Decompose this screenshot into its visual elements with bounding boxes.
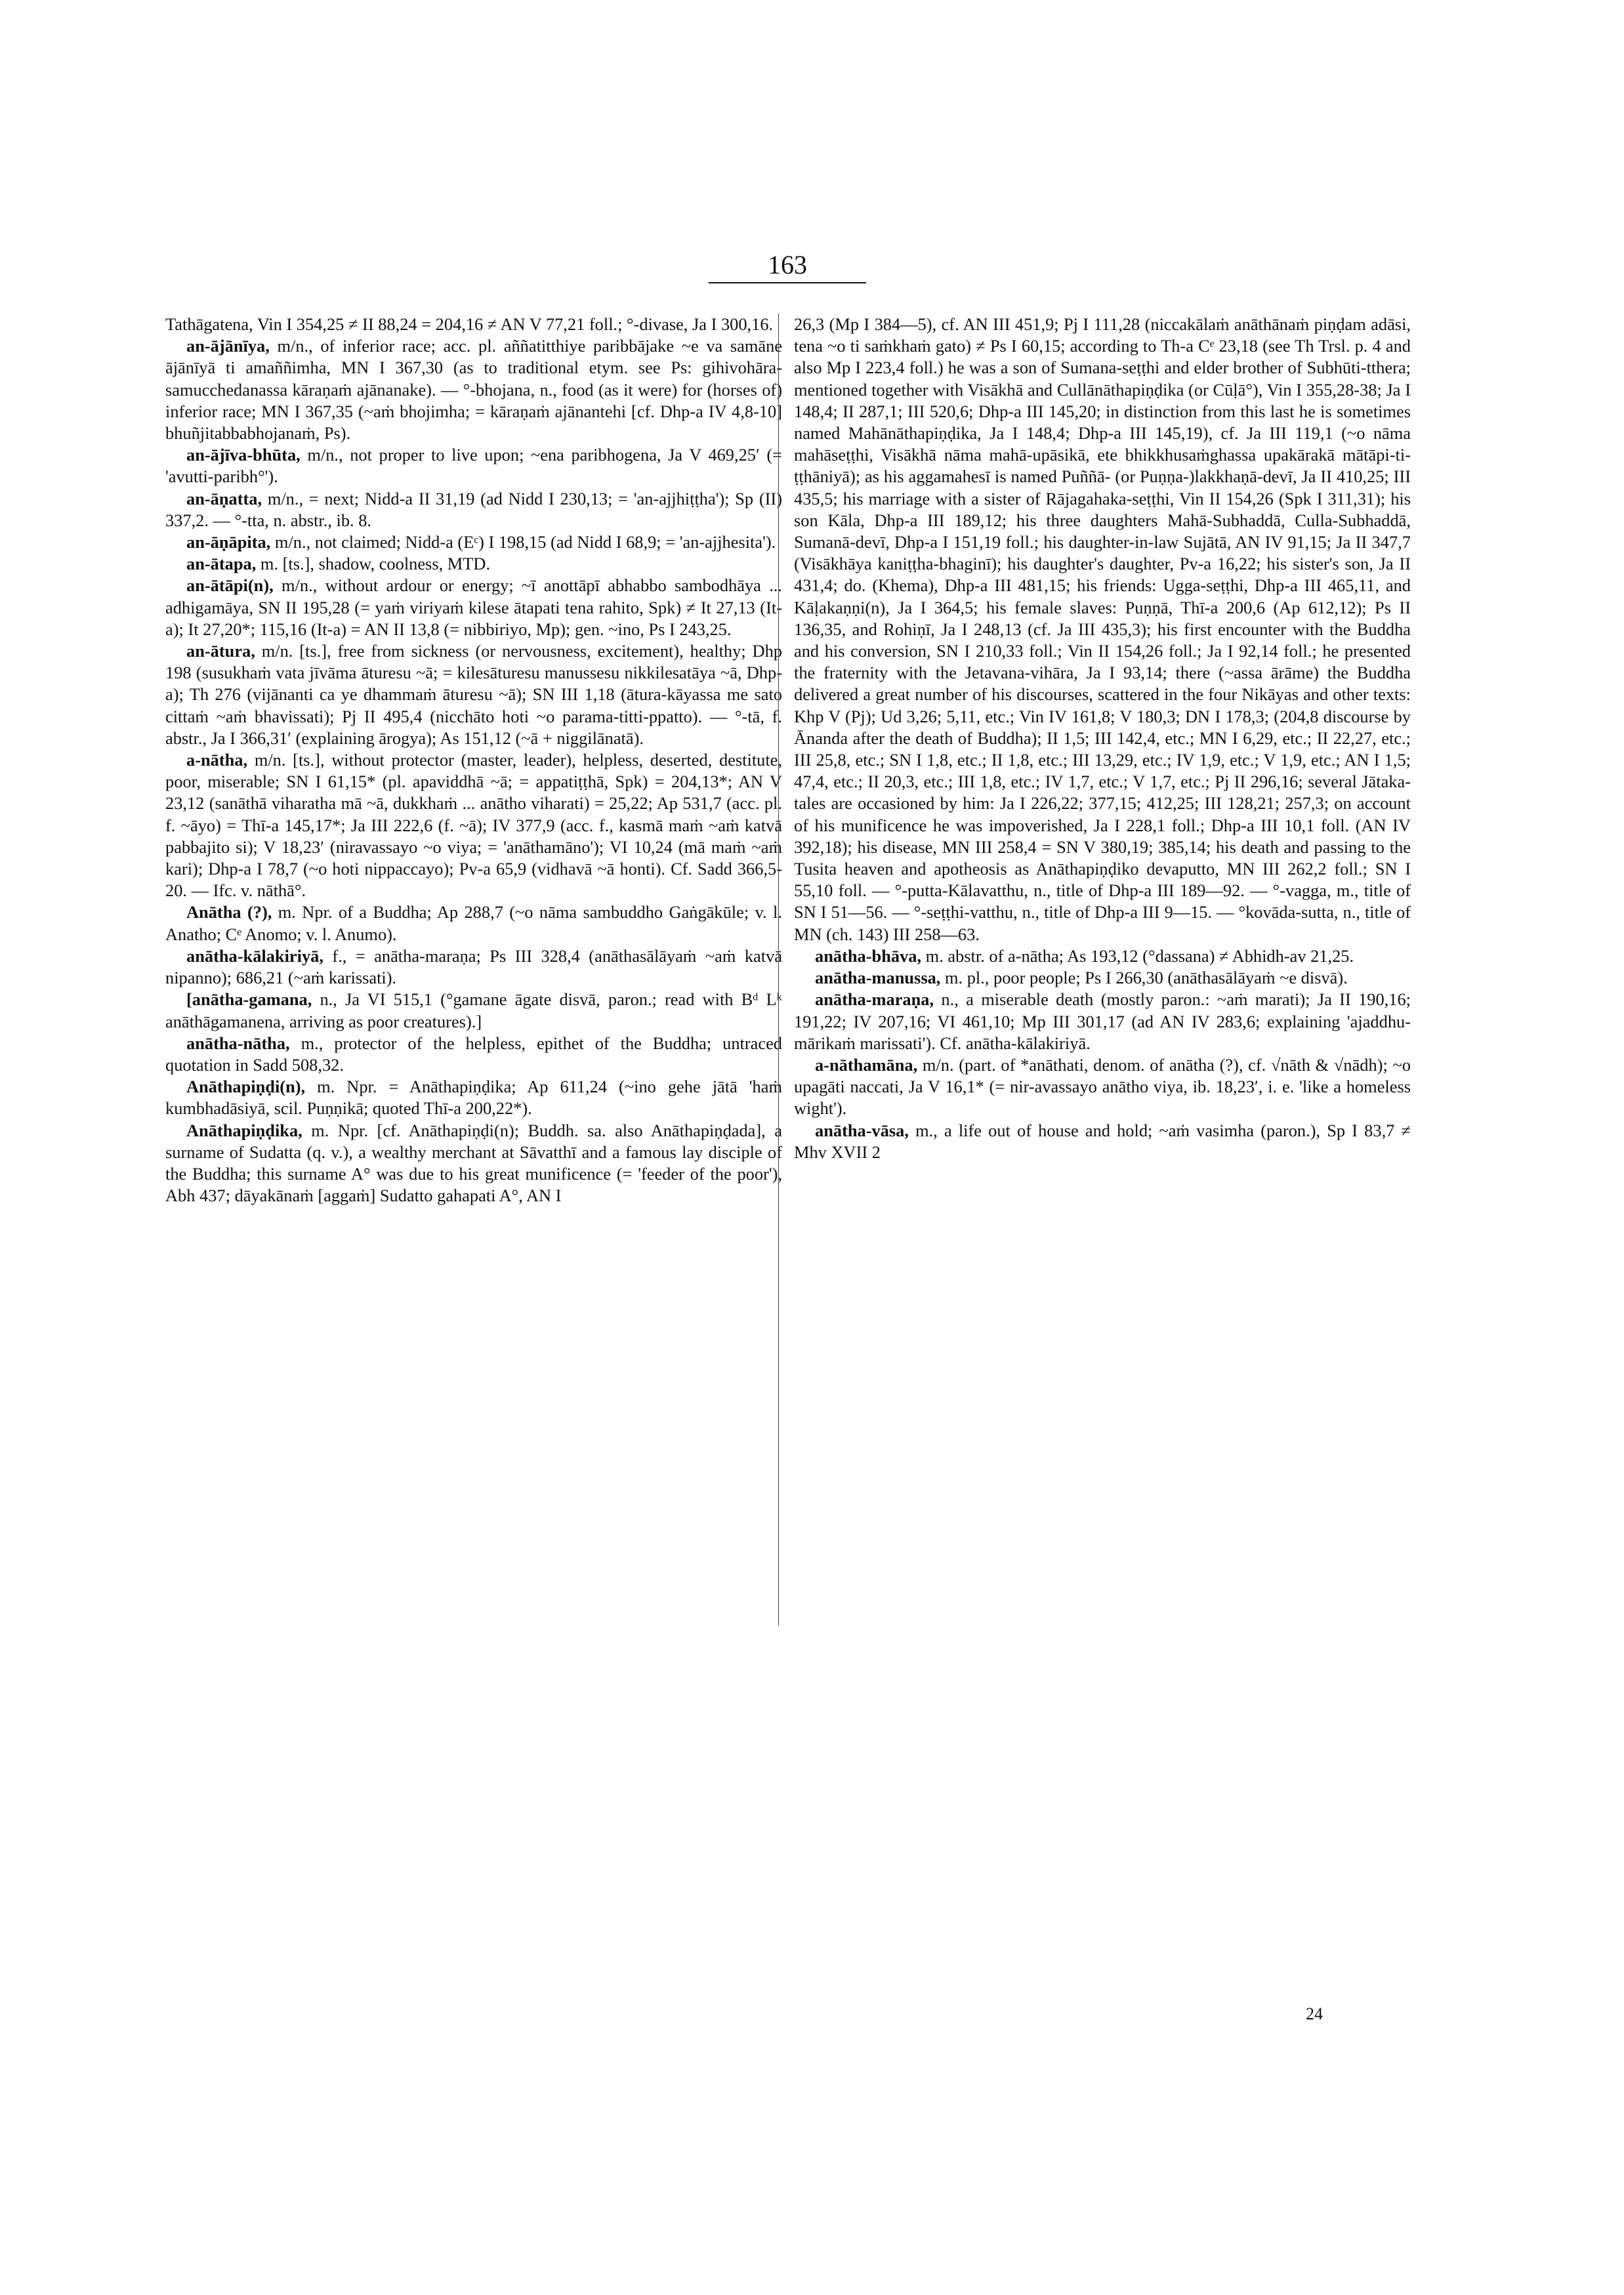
dictionary-entry	[165, 444, 782, 487]
entry-text: m/n., without ardour or energy; ~ī anottāpī abhabbo sambodhāya ... adhigamāya, SN II 195,28 (= yaṁ viriyaṁ kilese ātapati tena rahito, Spk) ≠ It 27,13 (It-a); It 27,20*; 115,16 (It-a) = AN II 13,8 (= nibbiriyo, Mp); gen. ~ino, Ps I 243,25.	[165, 575, 782, 639]
entry-text: m. [ts.], shadow, coolness, MTD.	[256, 554, 491, 574]
entry-headword: a-nātha,	[186, 750, 248, 770]
dictionary-entry	[165, 531, 782, 553]
entry-text: n., a miserable death (mostly paron.: ~aṁ marati); Ja II 190,16; 191,22; IV 207,16; VI 461,10; Mp III 301,17 (ad AN IV 283,6; explaining 'ajaddhu-mārikaṁ marissati'). Cf. anātha-kālakiriyā.	[794, 989, 1411, 1053]
entry-headword: an-ājānīya,	[186, 336, 270, 356]
dictionary-entry	[165, 989, 782, 1032]
entry-text: m. Npr. = Anāthapiṇḍika; Ap 611,24 (~ino gehe jātā 'haṁ kumbhadāsiyā, scil. Puṇṇikā; quoted Thī-a 200,22*).	[165, 1077, 782, 1119]
dictionary-entry	[165, 1076, 782, 1119]
entry-headword: an-ātāpi(n),	[186, 575, 274, 596]
entry-headword: Anātha (?),	[186, 902, 272, 922]
entry-text: m/n., = next; Nidd-a II 31,19 (ad Nidd I 230,13; = 'an-ajjhiṭṭha'); Sp (II) 337,2. — °-tta, n. abstr., ib. 8.	[165, 488, 782, 530]
entry-headword: an-ātapa,	[186, 554, 257, 574]
dictionary-entry	[794, 1054, 1411, 1120]
dictionary-entry	[165, 335, 782, 444]
entry-headword: anātha-bhāva,	[815, 945, 922, 966]
entry-headword: Anāthapiṇḍi(n),	[186, 1077, 306, 1097]
entry-text: m. abstr. of a-nātha; As 193,12 (°dassana) ≠ Abhidh-av 21,25.	[921, 945, 1354, 966]
dictionary-entry	[165, 1033, 782, 1076]
dictionary-entry	[165, 575, 782, 640]
dictionary-entry	[165, 488, 782, 531]
entry-text: m/n., not claimed; Nidd-a (Eᶜ) I 198,15 (ad Nidd I 68,9; = 'an-ajjhesita').	[270, 532, 776, 552]
dictionary-entry	[165, 749, 782, 901]
entry-headword: an-āṇāpita,	[186, 532, 271, 552]
dictionary-entry	[794, 967, 1411, 989]
column-divider	[778, 314, 779, 1626]
entry-text: m/n., of inferior race; acc. pl. aññatitthiye paribbājake ~e va samāne ājānīyā ti amaññimha, MN I 367,30 (as to traditional etym. see Ps: gihivohāra-samucchedanassa kāraṇaṁ ajānanake). — °-bhojana, n., food (as it were) for (horses of) inferior race; MN I 367,35 (~aṁ bhojimha; = kāraṇaṁ ajānantehi [cf. Dhp-a IV 4,8-10] bhuñjitabbabhojanaṁ, Ps).	[165, 336, 782, 444]
entry-headword: anātha-manussa,	[815, 968, 941, 988]
dictionary-entry	[165, 1120, 782, 1207]
entry-headword: an-āṇatta,	[186, 488, 262, 508]
dictionary-entry	[794, 989, 1411, 1054]
entry-headword: an-ājīva-bhūta,	[186, 445, 301, 465]
dictionary-entry	[794, 314, 1411, 945]
entry-text: m. Npr. of a Buddha; Ap 288,7 (~o nāma sambuddho Gaṅgākūle; v. l. Anatho; Cᵉ Anomo; v. l. Anumo).	[165, 902, 782, 944]
entry-text: m., protector of the helpless, epithet of the Buddha; untraced quotation in Sadd 508,32.	[165, 1033, 782, 1075]
entry-text: m., a life out of house and hold; ~aṁ vasimha (paron.), Sp I 83,7 ≠ Mhv XVII 2	[794, 1120, 1411, 1162]
entry-text: m/n., not proper to live upon; ~ena paribhogena, Ja V 469,25′ (= 'avutti-paribh°').	[165, 445, 782, 487]
entry-headword: anātha-maraṇa,	[815, 989, 934, 1010]
dictionary-entry	[165, 640, 782, 749]
entry-text: m/n. [ts.], free from sickness (or nervousness, excitement), healthy; Dhp 198 (susukhaṁ vata jīvāma āturesu ~ā; = kilesāturesu manussesu nikkilesatāya ~ā, Dhp-a); Th 276 (vijānanti ca ye dhammaṁ āturesu ~ā); SN III 1,18 (ātura-kāyassa me sato cittaṁ ~aṁ bhavissati); Pj II 495,4 (nicchāto hoti ~o parama-titti-ppatto). — °-tā, f. abstr., Ja I 366,31′ (explaining ārogya); As 151,12 (~ā + niggilānatā).	[165, 641, 782, 748]
entry-headword: Anāthapiṇḍika,	[186, 1120, 302, 1140]
entry-text: m. pl., poor people; Ps I 266,30 (anāthasālāyaṁ ~e disvā).	[940, 968, 1348, 988]
dictionary-entry	[165, 945, 782, 989]
right-column	[794, 314, 1411, 1163]
dictionary-entry	[794, 1120, 1411, 1163]
entry-headword: an-ātura,	[186, 641, 255, 661]
entry-headword: anātha-vāsa,	[815, 1120, 909, 1140]
dictionary-entry	[165, 553, 782, 575]
entry-headword: a-nāthamāna,	[815, 1054, 918, 1075]
entry-text: f., = anātha-maraṇa; Ps III 328,4 (anāthasālāyaṁ ~aṁ katvā nipanno); 686,21 (~aṁ karissati).	[165, 945, 782, 988]
entry-text: n., Ja VI 515,1 (°gamane āgate disvā, paron.; read with Bᵈ Lᵏ anāthāgamanena, arriving as poor creatures).]	[165, 989, 782, 1031]
entry-text: m. Npr. [cf. Anāthapiṇḍi(n); Buddh. sa. also Anāthapiṇḍada], a surname of Sudatta (q. v.), a wealthy merchant at Sāvatthī and a famous lay disciple of the Buddha; this surname A° was due to his great munificence (= 'feeder of the poor'), Abh 437; dāyakānaṁ [aggaṁ] Sudatto gahapati A°, AN I	[165, 1120, 782, 1206]
entry-text: m/n. (part. of *anāthati, denom. of anātha (?), cf. √nāth & √nādh); ~o upagāti naccati, Ja V 16,1* (= nir-avassayo anātho viya, ib. 18,23′, i. e. 'like a homeless wight').	[794, 1054, 1411, 1119]
entry-headword: [anātha-gamana,	[186, 989, 312, 1010]
dictionary-entry	[165, 314, 782, 335]
entry-text: m/n. [ts.], without protector (master, leader), helpless, deserted, destitute, poor, miserable; SN I 61,15* (pl. apaviddhā ~ā; = appatiṭṭhā, Spk) = 204,13*; AN V 23,12 (sanāthā viharatha mā ~ā, dukkhaṁ ... anātho viharati) = 25,22; Ap 531,7 (acc. pl. f. ~āyo) = Thī-a 145,17*; Ja III 222,6 (f. ~ā); IV 377,9 (acc. f., kasmā maṁ ~aṁ katvā pabbajito si); V 18,23′ (niravassayo ~o viya; = 'anāthamāno'); VI 10,24 (mā maṁ ~aṁ kari); Dhp-a I 78,7 (~o hoti nippaccayo); Pv-a 65,9 (vidhavā ~ā honti). Cf. Sadd 366,5-20. — Ifc. v. nāthā°.	[165, 750, 782, 901]
dictionary-entry	[165, 901, 782, 945]
entry-text: 26,3 (Mp I 384—5), cf. AN III 451,9; Pj I 111,28 (niccakālaṁ anāthānaṁ piṇḍam adāsi, tena ~o ti saṁkhaṁ gato) ≠ Ps I 60,15; according to Th-a Cᵉ 23,18 (see Th Trsl. p. 4 and also Mp I 223,4 foll.) he was a son of Sumana-seṭṭhi and elder brother of Subhūti-tthera; mentioned together with Visākhā and Cullānāthapiṇḍika (or Cūḷā°), Vin I 355,28-38; Ja I 148,4; II 287,1; III 520,6; Dhp-a III 145,20; in distinction from this last he is sometimes named Mahānāthapiṇḍika, Ja I 148,4; Dhp-a III 145,19), cf. Ja III 119,1 (~o nāma mahāseṭṭhi, Visākhā nāma mahā-upāsikā, ete bhikkhusaṁghassa upakārakā mātāpi-ti-ṭṭhāniyā); as his aggamahesī is named Puññā- (or Puṇṇa-)lakkhaṇā-devī, Ja II 410,25; III 435,5; his marriage with a sister of Rājagahaka-seṭṭhi, Vin II 154,26 (Spk I 311,31); his son Kāla, Dhp-a III 189,12; his three daughters Mahā-Subhaddā, Culla-Subhaddā, Sumanā-devī, Dhp-a I 151,19 foll.; his daughter-in-law Sujātā, AN IV 91,15; Ja II 347,7 (Visākhāya kaniṭṭha-bhaginī); his daughter's daughter, Pv-a 16,22; his sister's son, Ja II 431,4; do. (Khema), Dhp-a III 481,15; his friends: Ugga-seṭṭhi, Dhp-a III 465,11, and Kāḷakaṇṇi(n), Ja I 364,5; his female slaves: Puṇṇā, Thī-a 200,6 (Ap 612,12); Ps II 136,35, and Rohiṇī, Ja I 248,13 (cf. Ja III 435,3); his first encounter with the Buddha and his conversion, SN I 210,33 foll.; Vin II 154,26 foll.; Ja I 92,14 foll.; he presented the fraternity with the Jetavana-vihāra, Ja I 93,14; there (~assa ārāme) the Buddha delivered a great number of his discourses, scattered in the four Nikāyas and other texts: Khp V (Pj); Ud 3,26; 5,11, etc.; Vin IV 161,8; V 180,3; DN I 178,3; (204,8 discourse by Ānanda after the death of Buddha); II 1,5; III 142,4, etc.; MN I 6,29, etc.; II 22,27, etc.; III 25,8, etc.; SN I 1,8, etc.; II 1,8, etc.; III 13,29, etc.; IV 1,9, etc.; V 1,9, etc.; AN I 1,5; 47,4, etc.; II 20,3, etc.; III 1,8, etc.; IV 1,7, etc.; V 1,7, etc.; Pj II 296,16; several Jātaka-tales are occasioned by him: Ja I 226,22; 377,15; 412,25; III 128,21; 257,3; on account of his munificence he was impoverished, Ja I 228,1 foll.; Dhp-a III 10,1 foll. (AN IV 392,18); his disease, MN III 258,4 = SN V 380,19; 385,14; his death and passing to the Tusita heaven and apotheosis as Anāthapiṇḍiko devaputto, MN III 262,2 foll.; SN I 55,10 foll. — °-putta-Kālavatthu, n., title of Dhp-a III 189—92. — °-vagga, m., title of SN I 51—56. — °-seṭṭhi-vatthu, n., title of Dhp-a III 9—15. — °kovāda-sutta, n., title of MN (ch. 143) III 258—63.	[794, 314, 1411, 944]
entry-headword: anātha-kālakiriyā,	[186, 945, 323, 966]
signature-mark: 24	[1306, 2004, 1323, 2023]
page-number: 163	[768, 250, 807, 279]
page-number-rule	[709, 282, 866, 283]
left-column	[165, 314, 782, 1207]
dictionary-entry	[794, 945, 1411, 967]
entry-headword: anātha-nātha,	[186, 1033, 290, 1053]
entry-text: Tathāgatena, Vin I 354,25 ≠ II 88,24 = 204,16 ≠ AN V 77,21 foll.; °-divase, Ja I 300,16.	[165, 314, 774, 334]
